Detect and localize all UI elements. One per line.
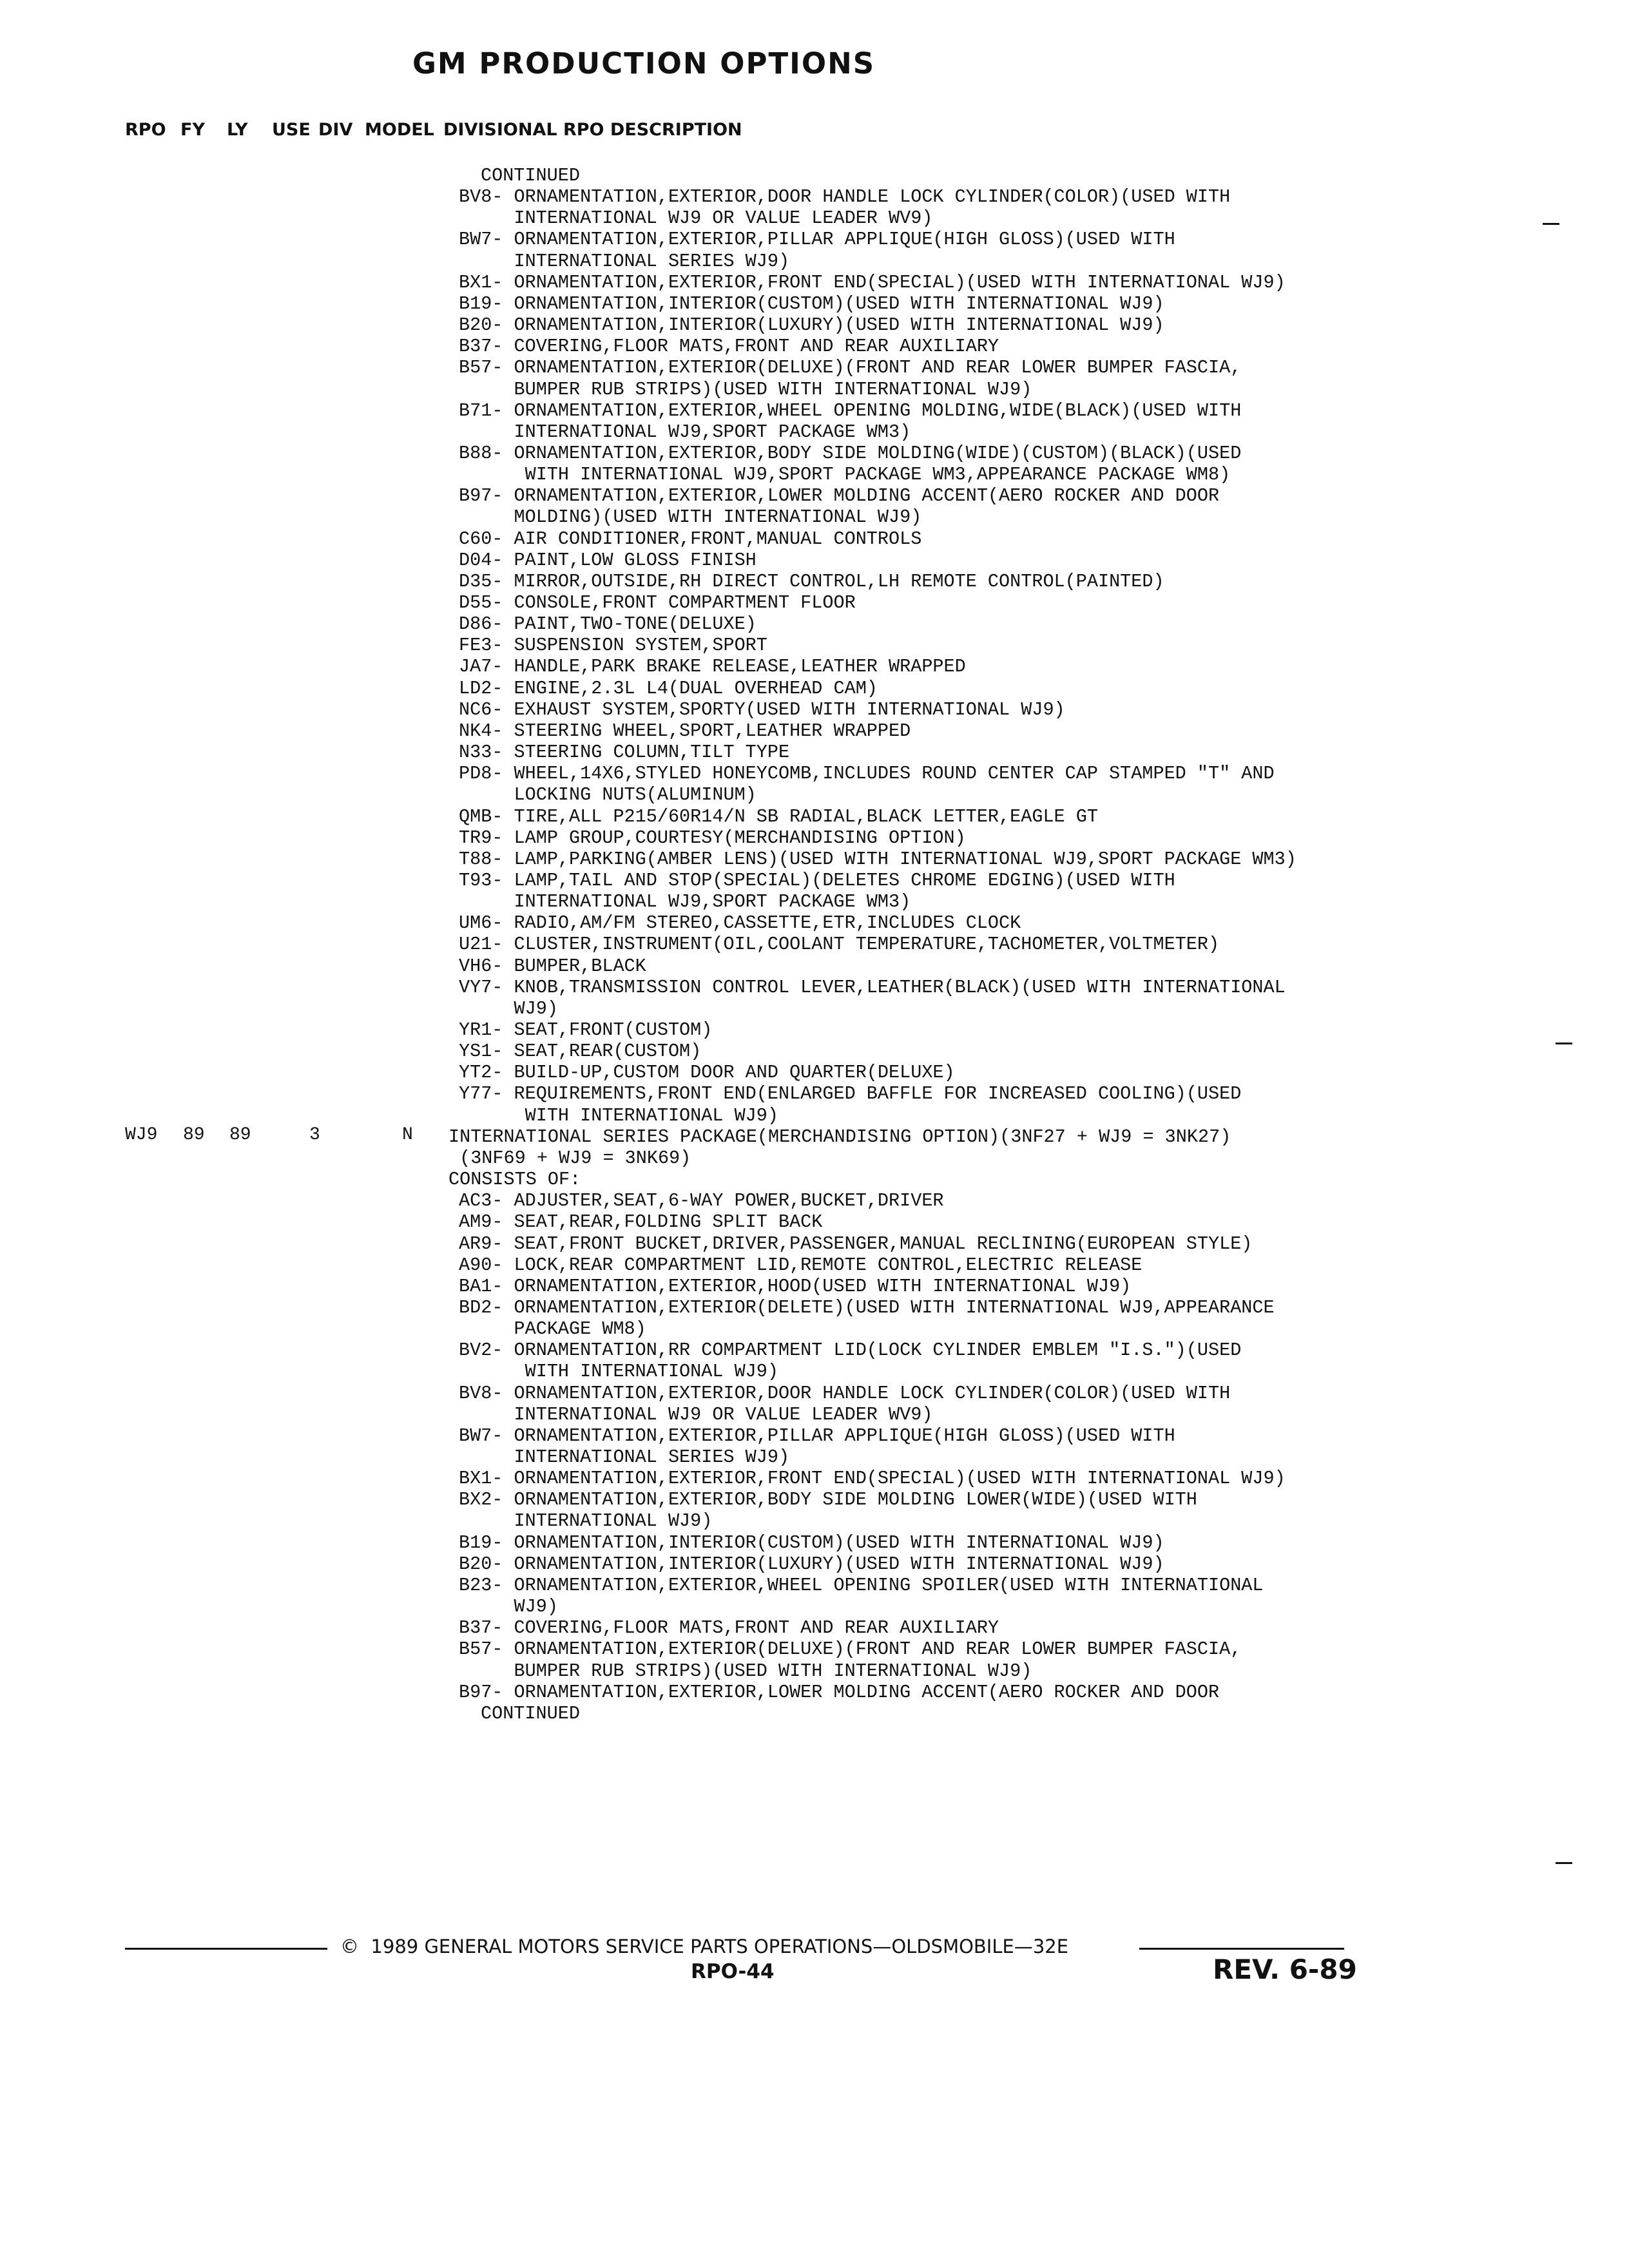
- description-line: C60- AIR CONDITIONER,FRONT,MANUAL CONTROLS: [459, 528, 922, 550]
- header-ly: LY: [227, 120, 248, 140]
- description-line: BX1- ORNAMENTATION,EXTERIOR,FRONT END(SPECIAL)(USED WITH INTERNATIONAL WJ9): [459, 1468, 1286, 1489]
- description-line: VY7- KNOB,TRANSMISSION CONTROL LEVER,LEATHER(BLACK)(USED WITH INTERNATIONAL: [459, 977, 1286, 998]
- description-line: INTERNATIONAL WJ9,SPORT PACKAGE WM3): [459, 421, 911, 443]
- description-line: A90- LOCK,REAR COMPARTMENT LID,REMOTE CONTROL,ELECTRIC RELEASE: [459, 1254, 1142, 1276]
- description-line: (3NF69 + WJ9 = 3NK69): [448, 1148, 691, 1169]
- footer-copyright: © 1989 GENERAL MOTORS SERVICE PARTS OPERATIONS—OLDSMOBILE—32E: [340, 1936, 1069, 1957]
- description-line: BW7- ORNAMENTATION,EXTERIOR,PILLAR APPLIQUE(HIGH GLOSS)(USED WITH: [459, 229, 1175, 250]
- description-line: D55- CONSOLE,FRONT COMPARTMENT FLOOR: [459, 592, 856, 613]
- description-line: Y77- REQUIREMENTS,FRONT END(ENLARGED BAFFLE FOR INCREASED COOLING)(USED: [459, 1083, 1242, 1104]
- option-use: 3: [309, 1125, 320, 1145]
- header-rpo: RPO: [125, 120, 166, 140]
- description-line: UM6- RADIO,AM/FM STEREO,CASSETTE,ETR,INCLUDES CLOCK: [459, 912, 1021, 934]
- description-line: QMB- TIRE,ALL P215/60R14/N SB RADIAL,BLACK LETTER,EAGLE GT: [459, 806, 1098, 827]
- page-number: RPO-44: [691, 1960, 775, 1983]
- description-line: FE3- SUSPENSION SYSTEM,SPORT: [459, 635, 767, 656]
- description-line: TR9- LAMP GROUP,COURTESY(MERCHANDISING OPTION): [459, 827, 966, 849]
- description-line: JA7- HANDLE,PARK BRAKE RELEASE,LEATHER WRAPPED: [459, 656, 966, 677]
- description-line: B57- ORNAMENTATION,EXTERIOR(DELUXE)(FRONT AND REAR LOWER BUMPER FASCIA,: [459, 1639, 1242, 1660]
- description-line: B19- ORNAMENTATION,INTERIOR(CUSTOM)(USED WITH INTERNATIONAL WJ9): [459, 1532, 1164, 1553]
- description-line: YS1- SEAT,REAR(CUSTOM): [459, 1041, 702, 1062]
- footer-rule-right: [1139, 1948, 1344, 1950]
- description-line: PACKAGE WM8): [459, 1318, 646, 1340]
- description-line: INTERNATIONAL WJ9 OR VALUE LEADER WV9): [459, 207, 933, 229]
- description-line: CONTINUED: [481, 165, 580, 186]
- description-line: VH6- BUMPER,BLACK: [459, 956, 646, 977]
- description-line: BA1- ORNAMENTATION,EXTERIOR,HOOD(USED WITH INTERNATIONAL WJ9): [459, 1276, 1132, 1297]
- description-line: YR1- SEAT,FRONT(CUSTOM): [459, 1019, 713, 1041]
- description-line: INTERNATIONAL SERIES WJ9): [459, 1446, 790, 1468]
- option-rpo: WJ9: [125, 1125, 158, 1145]
- page-title: GM PRODUCTION OPTIONS: [412, 46, 876, 81]
- description-line: B97- ORNAMENTATION,EXTERIOR,LOWER MOLDING ACCENT(AERO ROCKER AND DOOR: [459, 1682, 1220, 1703]
- description-line: WITH INTERNATIONAL WJ9): [459, 1105, 778, 1126]
- description-line: D86- PAINT,TWO-TONE(DELUXE): [459, 613, 757, 635]
- description-line: CONTINUED: [481, 1703, 580, 1724]
- header-fy: FY: [180, 120, 205, 140]
- header-model: MODEL: [365, 120, 434, 140]
- margin-mark: [1556, 1862, 1572, 1864]
- header-use: USE: [272, 120, 311, 140]
- option-div: N: [402, 1125, 413, 1145]
- description-line: B97- ORNAMENTATION,EXTERIOR,LOWER MOLDING ACCENT(AERO ROCKER AND DOOR: [459, 485, 1220, 506]
- header-description: DIVISIONAL RPO DESCRIPTION: [443, 120, 742, 140]
- description-line: BX1- ORNAMENTATION,EXTERIOR,FRONT END(SPECIAL)(USED WITH INTERNATIONAL WJ9): [459, 272, 1286, 293]
- description-line: AC3- ADJUSTER,SEAT,6-WAY POWER,BUCKET,DRIVER: [459, 1190, 944, 1211]
- description-line: BV2- ORNAMENTATION,RR COMPARTMENT LID(LOCK CYLINDER EMBLEM "I.S.")(USED: [459, 1340, 1242, 1361]
- description-line: B23- ORNAMENTATION,EXTERIOR,WHEEL OPENING SPOILER(USED WITH INTERNATIONAL: [459, 1575, 1264, 1596]
- description-line: BUMPER RUB STRIPS)(USED WITH INTERNATIONAL WJ9): [459, 1660, 1032, 1682]
- description-line: AR9- SEAT,FRONT BUCKET,DRIVER,PASSENGER,MANUAL RECLINING(EUROPEAN STYLE): [459, 1233, 1253, 1254]
- description-line: B88- ORNAMENTATION,EXTERIOR,BODY SIDE MOLDING(WIDE)(CUSTOM)(BLACK)(USED: [459, 443, 1242, 464]
- description-line: BD2- ORNAMENTATION,EXTERIOR(DELETE)(USED WITH INTERNATIONAL WJ9,APPEARANCE: [459, 1297, 1275, 1318]
- header-div: DIV: [318, 120, 353, 140]
- description-line: T88- LAMP,PARKING(AMBER LENS)(USED WITH INTERNATIONAL WJ9,SPORT PACKAGE WM3): [459, 849, 1296, 870]
- description-line: D04- PAINT,LOW GLOSS FINISH: [459, 550, 757, 571]
- description-line: INTERNATIONAL SERIES WJ9): [459, 251, 790, 272]
- description-line: MOLDING)(USED WITH INTERNATIONAL WJ9): [459, 506, 922, 528]
- description-line: B57- ORNAMENTATION,EXTERIOR(DELUXE)(FRONT AND REAR LOWER BUMPER FASCIA,: [459, 357, 1242, 378]
- description-line: AM9- SEAT,REAR,FOLDING SPLIT BACK: [459, 1211, 823, 1233]
- description-line: BV8- ORNAMENTATION,EXTERIOR,DOOR HANDLE LOCK CYLINDER(COLOR)(USED WITH: [459, 1383, 1231, 1404]
- description-line: WJ9): [459, 998, 558, 1019]
- description-line: B20- ORNAMENTATION,INTERIOR(LUXURY)(USED WITH INTERNATIONAL WJ9): [459, 1553, 1164, 1575]
- description-line: B37- COVERING,FLOOR MATS,FRONT AND REAR AUXILIARY: [459, 336, 999, 357]
- revision: REV. 6-89: [1213, 1954, 1357, 1985]
- footer-rule-left: [125, 1948, 327, 1950]
- description-line: BV8- ORNAMENTATION,EXTERIOR,DOOR HANDLE LOCK CYLINDER(COLOR)(USED WITH: [459, 186, 1231, 207]
- description-line: NK4- STEERING WHEEL,SPORT,LEATHER WRAPPED: [459, 720, 911, 742]
- description-line: U21- CLUSTER,INSTRUMENT(OIL,COOLANT TEMPERATURE,TACHOMETER,VOLTMETER): [459, 934, 1220, 955]
- description-line: WITH INTERNATIONAL WJ9): [459, 1361, 778, 1382]
- description-line: INTERNATIONAL SERIES PACKAGE(MERCHANDISING OPTION)(3NF27 + WJ9 = 3NK27): [448, 1126, 1231, 1148]
- description-line: LOCKING NUTS(ALUMINUM): [459, 784, 757, 805]
- margin-mark: [1556, 1043, 1572, 1044]
- option-ly: 89: [229, 1125, 251, 1145]
- description-line: B19- ORNAMENTATION,INTERIOR(CUSTOM)(USED WITH INTERNATIONAL WJ9): [459, 293, 1164, 314]
- description-line: INTERNATIONAL WJ9): [459, 1510, 713, 1532]
- description-line: PD8- WHEEL,14X6,STYLED HONEYCOMB,INCLUDES ROUND CENTER CAP STAMPED "T" AND: [459, 763, 1275, 784]
- description-line: BW7- ORNAMENTATION,EXTERIOR,PILLAR APPLIQUE(HIGH GLOSS)(USED WITH: [459, 1425, 1175, 1446]
- description-line: NC6- EXHAUST SYSTEM,SPORTY(USED WITH INTERNATIONAL WJ9): [459, 699, 1065, 720]
- description-line: WITH INTERNATIONAL WJ9,SPORT PACKAGE WM3,APPEARANCE PACKAGE WM8): [459, 464, 1231, 485]
- description-line: YT2- BUILD-UP,CUSTOM DOOR AND QUARTER(DELUXE): [459, 1062, 955, 1083]
- description-line: LD2- ENGINE,2.3L L4(DUAL OVERHEAD CAM): [459, 678, 878, 699]
- option-fy: 89: [183, 1125, 205, 1145]
- description-line: D35- MIRROR,OUTSIDE,RH DIRECT CONTROL,LH REMOTE CONTROL(PAINTED): [459, 571, 1164, 592]
- description-line: BUMPER RUB STRIPS)(USED WITH INTERNATIONAL WJ9): [459, 379, 1032, 400]
- description-line: T93- LAMP,TAIL AND STOP(SPECIAL)(DELETES CHROME EDGING)(USED WITH: [459, 870, 1175, 891]
- description-line: CONSISTS OF:: [448, 1169, 581, 1190]
- description-line: INTERNATIONAL WJ9,SPORT PACKAGE WM3): [459, 891, 911, 912]
- description-line: INTERNATIONAL WJ9 OR VALUE LEADER WV9): [459, 1404, 933, 1425]
- description-line: B71- ORNAMENTATION,EXTERIOR,WHEEL OPENING MOLDING,WIDE(BLACK)(USED WITH: [459, 400, 1242, 421]
- description-line: BX2- ORNAMENTATION,EXTERIOR,BODY SIDE MOLDING LOWER(WIDE)(USED WITH: [459, 1489, 1197, 1510]
- description-line: N33- STEERING COLUMN,TILT TYPE: [459, 742, 790, 763]
- description-line: B37- COVERING,FLOOR MATS,FRONT AND REAR AUXILIARY: [459, 1617, 999, 1639]
- description-line: WJ9): [459, 1596, 558, 1617]
- description-line: B20- ORNAMENTATION,INTERIOR(LUXURY)(USED WITH INTERNATIONAL WJ9): [459, 314, 1164, 336]
- margin-mark: [1543, 223, 1559, 225]
